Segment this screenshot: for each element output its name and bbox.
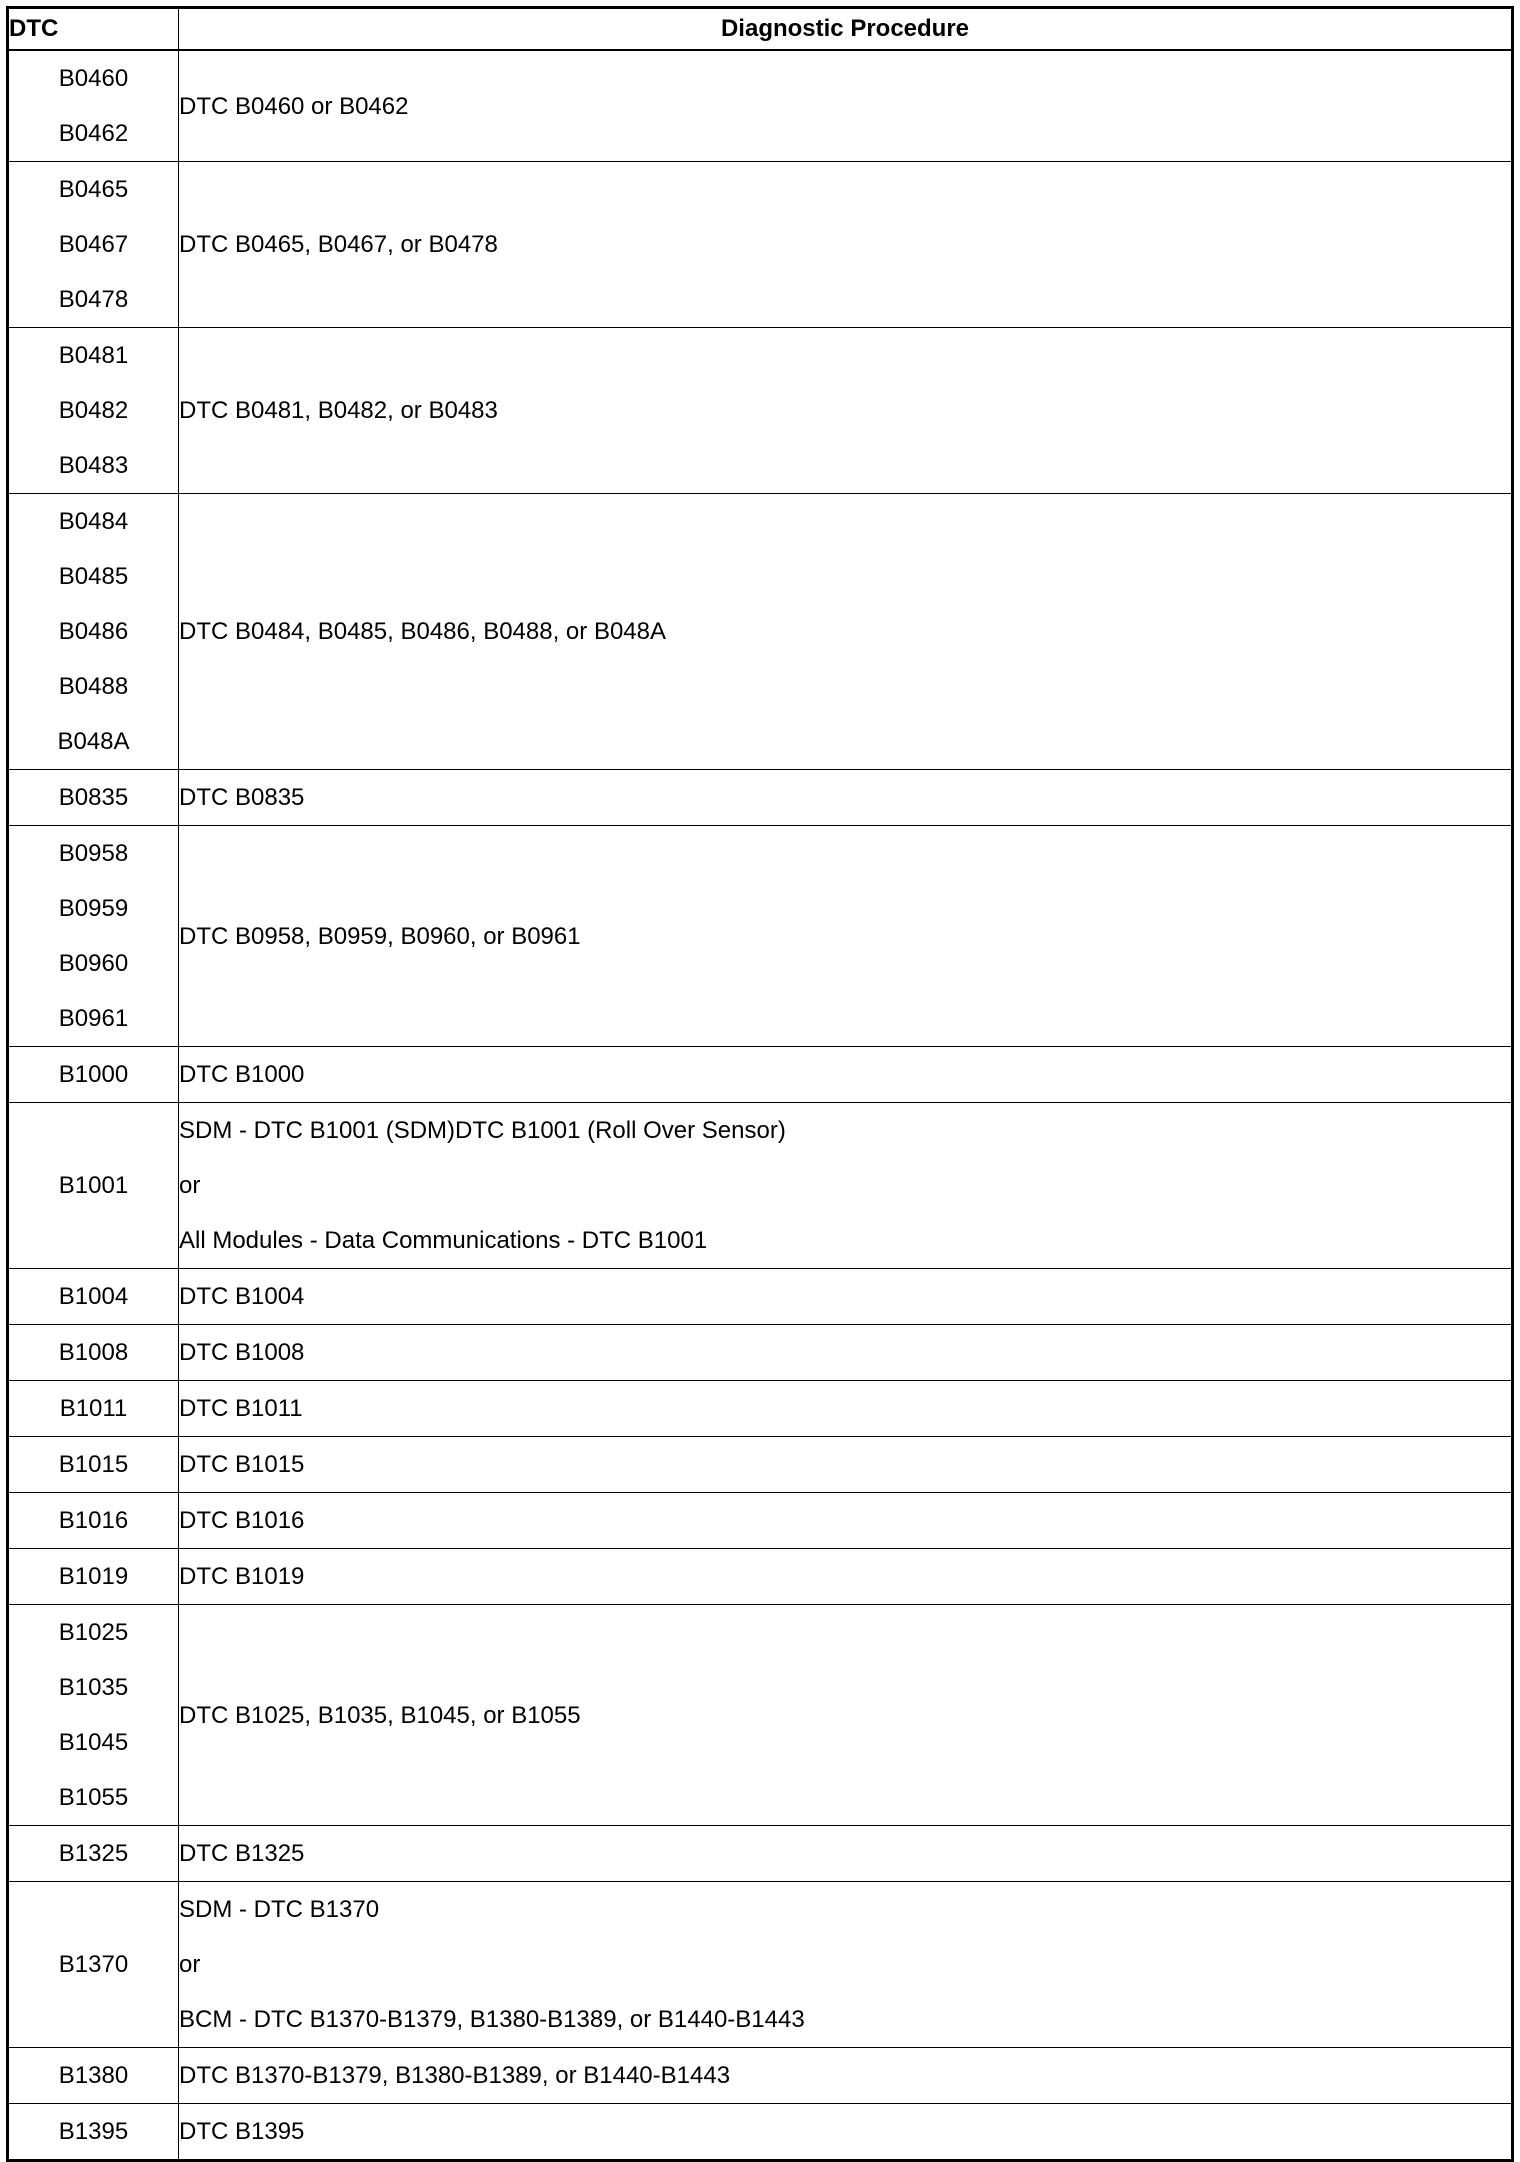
dtc-code: B0483 <box>58 452 129 479</box>
diagnostic-procedure-cell <box>179 1047 1513 1103</box>
dtc-code-cell <box>8 1269 179 1325</box>
dtc-code: B0958 <box>58 840 129 867</box>
dtc-code: B0462 <box>58 120 129 147</box>
procedure-text: SDM - DTC B1370 <box>179 1896 380 1923</box>
dtc-code-cell <box>8 50 179 162</box>
dtc-code: B0460 <box>58 65 129 92</box>
dtc-code-cell <box>8 1103 179 1269</box>
table-row <box>8 1047 1513 1103</box>
procedure-text: or <box>179 1951 201 1978</box>
procedure-text: DTC B1325 <box>179 1840 305 1867</box>
procedure-text: DTC B1016 <box>179 1507 305 1534</box>
table-row <box>8 1437 1513 1493</box>
dtc-code-cell <box>8 1605 179 1826</box>
dtc-code: B0486 <box>58 618 129 645</box>
procedure-text: DTC B1008 <box>179 1339 305 1366</box>
dtc-code: B0467 <box>58 231 129 258</box>
diagnostic-procedure-cell <box>179 1826 1513 1882</box>
dtc-code-cell <box>8 1381 179 1437</box>
diagnostic-procedure-cell <box>179 494 1513 770</box>
table-row <box>8 1269 1513 1325</box>
dtc-code-cell <box>8 826 179 1047</box>
dtc-code-cell <box>8 162 179 328</box>
dtc-code: B1325 <box>58 1840 129 1867</box>
dtc-code: B1025 <box>58 1619 129 1646</box>
procedure-text: DTC B1015 <box>179 1451 305 1478</box>
procedure-text: DTC B1019 <box>179 1563 305 1590</box>
header-dtc: DTC <box>8 8 179 51</box>
table-row <box>8 770 1513 826</box>
dtc-code-cell <box>8 494 179 770</box>
procedure-text: DTC B0465, B0467, or B0478 <box>179 231 498 258</box>
dtc-code: B1000 <box>58 1061 129 1088</box>
table-row <box>8 1381 1513 1437</box>
table-row <box>8 494 1513 770</box>
diagnostic-procedure-cell <box>179 2104 1513 2161</box>
diagnostic-procedure-cell <box>179 1882 1513 2048</box>
procedure-text: BCM - DTC B1370-B1379, B1380-B1389, or B1440-B1443 <box>179 2006 805 2033</box>
table-row <box>8 2104 1513 2161</box>
procedure-text: DTC B1395 <box>179 2118 305 2145</box>
dtc-code: B1055 <box>58 1784 129 1811</box>
table-row <box>8 1493 1513 1549</box>
table-body <box>8 50 1513 2161</box>
header-diagnostic-procedure: Diagnostic Procedure <box>179 8 1513 51</box>
table-row <box>8 162 1513 328</box>
dtc-code: B048A <box>57 728 130 755</box>
dtc-code-cell <box>8 1325 179 1381</box>
diagnostic-procedure-cell <box>179 1605 1513 1826</box>
diagnostic-procedure-cell <box>179 1549 1513 1605</box>
dtc-code: B0478 <box>58 286 129 313</box>
dtc-code: B1380 <box>58 2062 129 2089</box>
dtc-code: B0484 <box>58 508 129 535</box>
dtc-code: B1016 <box>58 1507 129 1534</box>
diagnostic-procedure-cell <box>179 826 1513 1047</box>
dtc-code-cell <box>8 2048 179 2104</box>
diagnostic-procedure-cell <box>179 328 1513 494</box>
diagnostic-procedure-cell <box>179 2048 1513 2104</box>
dtc-code: B0835 <box>58 784 129 811</box>
procedure-text: DTC B1004 <box>179 1283 305 1310</box>
procedure-text: SDM - DTC B1001 (SDM)DTC B1001 (Roll Over Sensor) <box>179 1117 786 1144</box>
table-row <box>8 50 1513 162</box>
dtc-code-cell <box>8 1493 179 1549</box>
dtc-code: B1370 <box>58 1951 129 1978</box>
procedure-text: DTC B0484, B0485, B0486, B0488, or B048A <box>179 618 666 645</box>
procedure-text: DTC B1025, B1035, B1045, or B1055 <box>179 1701 581 1729</box>
procedure-text: DTC B0481, B0482, or B0483 <box>179 397 498 424</box>
dtc-code-cell <box>8 1882 179 2048</box>
dtc-code: B1008 <box>58 1339 129 1366</box>
dtc-code: B0482 <box>58 397 129 424</box>
dtc-code: B0481 <box>58 342 129 369</box>
dtc-code: B1019 <box>58 1563 129 1590</box>
procedure-text: DTC B0835 <box>179 784 305 811</box>
dtc-code-cell <box>8 328 179 494</box>
dtc-code-cell <box>8 1047 179 1103</box>
dtc-code: B1011 <box>59 1395 128 1422</box>
dtc-code-cell <box>8 770 179 826</box>
dtc-code-cell <box>8 2104 179 2161</box>
table-row <box>8 1549 1513 1605</box>
diagnostic-procedure-cell <box>179 770 1513 826</box>
procedure-text: All Modules - Data Communications - DTC B1001 <box>179 1227 708 1254</box>
procedure-text: or <box>179 1172 201 1199</box>
table-row <box>8 1882 1513 2048</box>
procedure-text: DTC B0958, B0959, B0960, or B0961 <box>179 922 581 950</box>
table-header-row <box>8 8 1513 51</box>
dtc-table <box>6 6 1514 2162</box>
dtc-code: B1045 <box>58 1729 129 1756</box>
diagnostic-procedure-cell <box>179 162 1513 328</box>
dtc-code: B0960 <box>58 950 129 977</box>
diagnostic-procedure-cell <box>179 1493 1513 1549</box>
table-row <box>8 1325 1513 1381</box>
dtc-code: B0485 <box>58 563 129 590</box>
dtc-code: B0488 <box>58 673 129 700</box>
table-row <box>8 2048 1513 2104</box>
diagnostic-procedure-cell <box>179 1325 1513 1381</box>
dtc-code: B0465 <box>58 176 129 203</box>
table-row <box>8 328 1513 494</box>
procedure-text: DTC B1011 <box>179 1395 303 1422</box>
dtc-code: B1001 <box>58 1172 129 1199</box>
table-row <box>8 1103 1513 1269</box>
dtc-code: B0959 <box>58 895 129 922</box>
diagnostic-procedure-cell <box>179 1381 1513 1437</box>
dtc-code: B1395 <box>58 2118 129 2145</box>
dtc-code: B1035 <box>58 1674 129 1701</box>
dtc-table-container <box>6 6 1514 2162</box>
table-row <box>8 1826 1513 1882</box>
dtc-code: B1015 <box>58 1451 129 1478</box>
table-row <box>8 1605 1513 1826</box>
table-row <box>8 826 1513 1047</box>
diagnostic-procedure-cell <box>179 1269 1513 1325</box>
procedure-text: DTC B0460 or B0462 <box>179 92 409 120</box>
diagnostic-procedure-cell <box>179 1103 1513 1269</box>
dtc-code: B1004 <box>58 1283 129 1310</box>
dtc-code-cell <box>8 1549 179 1605</box>
diagnostic-procedure-cell <box>179 50 1513 162</box>
procedure-text: DTC B1000 <box>179 1061 305 1088</box>
procedure-text: DTC B1370-B1379, B1380-B1389, or B1440-B1443 <box>179 2062 731 2089</box>
dtc-code: B0961 <box>58 1005 129 1032</box>
diagnostic-procedure-cell <box>179 1437 1513 1493</box>
dtc-code-cell <box>8 1826 179 1882</box>
dtc-code-cell <box>8 1437 179 1493</box>
